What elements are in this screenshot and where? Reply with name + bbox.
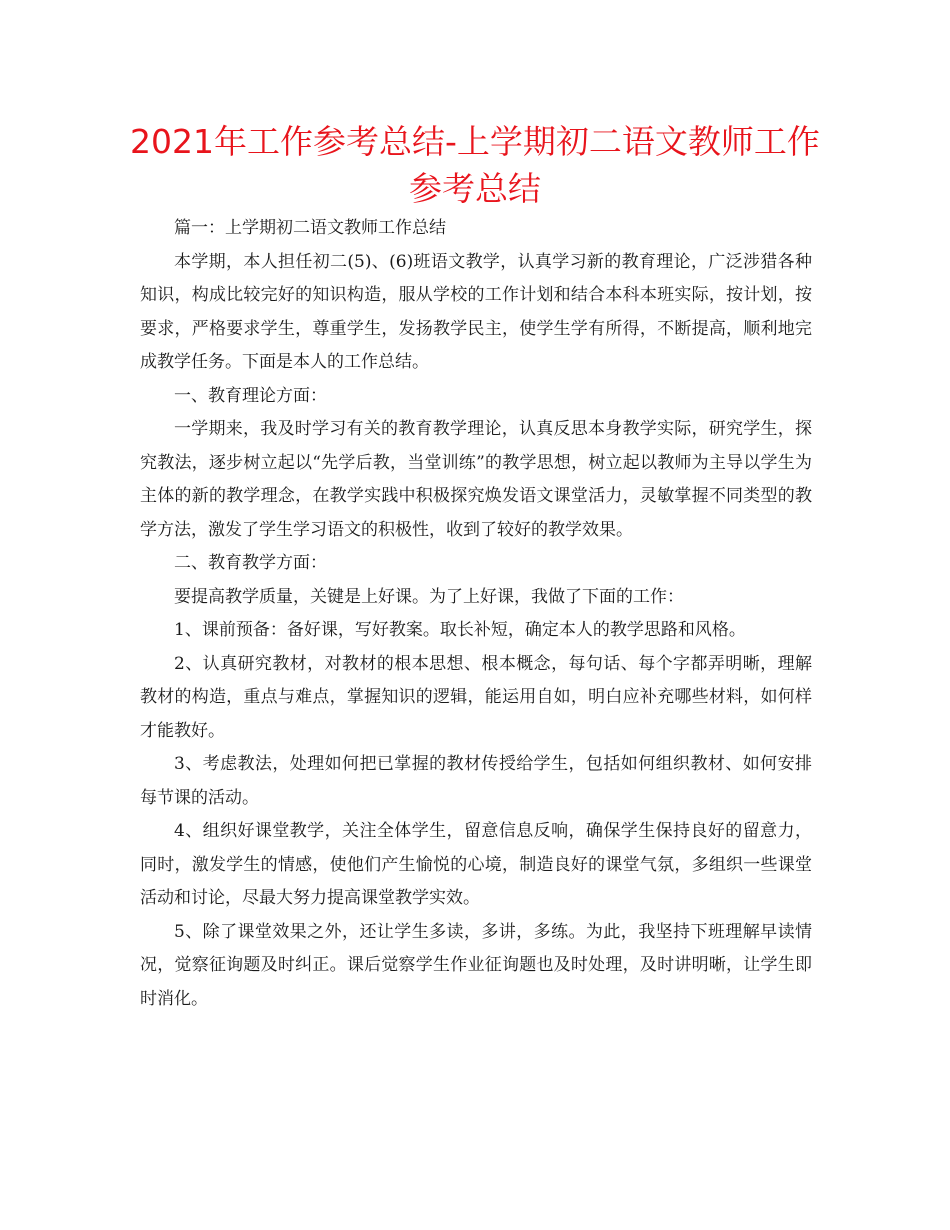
list-item-1: 1、课前预备：备好课，写好教案。取长补短，确定本人的教学思路和风格。 (174, 620, 746, 640)
list-item-4: 4、组织好课堂教学，关注全体学生，留意信息反响，确保学生保持良好的留意力，同时，激发学生的情感，使他们产生愉悦的心境，制造良好的课堂气氛，多组织一些课堂活动和讨论，尽最大努力提高课堂教学实效。 (140, 821, 812, 908)
list-item-2: 2、认真研究教材，对教材的根本思想、根本概念，每句话、每个字都弄明晰，理解教材的构造，重点与难点，掌握知识的逻辑，能运用自如，明白应补充哪些材料，如何样才能教好。 (140, 653, 812, 741)
list-item-5: 5、除了课堂效果之外，还让学生多读，多讲，多练。为此，我坚持下班理解早读情况，觉察征询题及时纠正。课后觉察学生作业征询题也及时处理，及时讲明晰，让学生即时消化。 (140, 921, 812, 1009)
section-heading-teaching: 二、教育教学方面： (174, 553, 327, 573)
section-heading-part-one: 篇一：上学期初二语文教师工作总结 (174, 218, 446, 238)
paragraph-teaching-intro: 要提高教学质量，关键是上好课。为了上好课，我做了下面的工作： (174, 586, 684, 607)
document-body (140, 212, 812, 1016)
title-line-1: 2021年工作参考总结-上学期初二语文教师工作 (130, 122, 820, 161)
list-item-3: 3、考虑教法，处理如何把已掌握的教材传授给学生，包括如何组织教材、如何安排每节课的活动。 (140, 754, 812, 808)
section-heading-theory: 一、教育理论方面： (174, 385, 327, 406)
title-line-2: 参考总结 (409, 169, 541, 208)
paragraph-theory: 一学期来，我及时学习有关的教育教学理论，认真反思本身教学实际，研究学生，探究教法，逐步树立起以“先学后教，当堂训练”的教学思想，树立起以教师为主导以学生为主体的新的教学理念，在教学实践中积极探究焕发语文课堂活力，灵敏掌握不同类型的教学方法，激发了学生学习语文的积极性，收到了较好的教学效果。 (140, 419, 812, 540)
document-title (120, 118, 830, 212)
paragraph-intro: 本学期，本人担任初二(5)、(6)班语文教学，认真学习新的教育理论，广泛涉猎各种知识，构成比较完好的知识构造，服从学校的工作计划和结合本科本班实际，按计划，按要求，严格要求学生，尊重学生，发扬教学民主，使学生学有所得，不断提高，顺利地完成教学任务。下面是本人的工作总结。 (140, 251, 812, 372)
